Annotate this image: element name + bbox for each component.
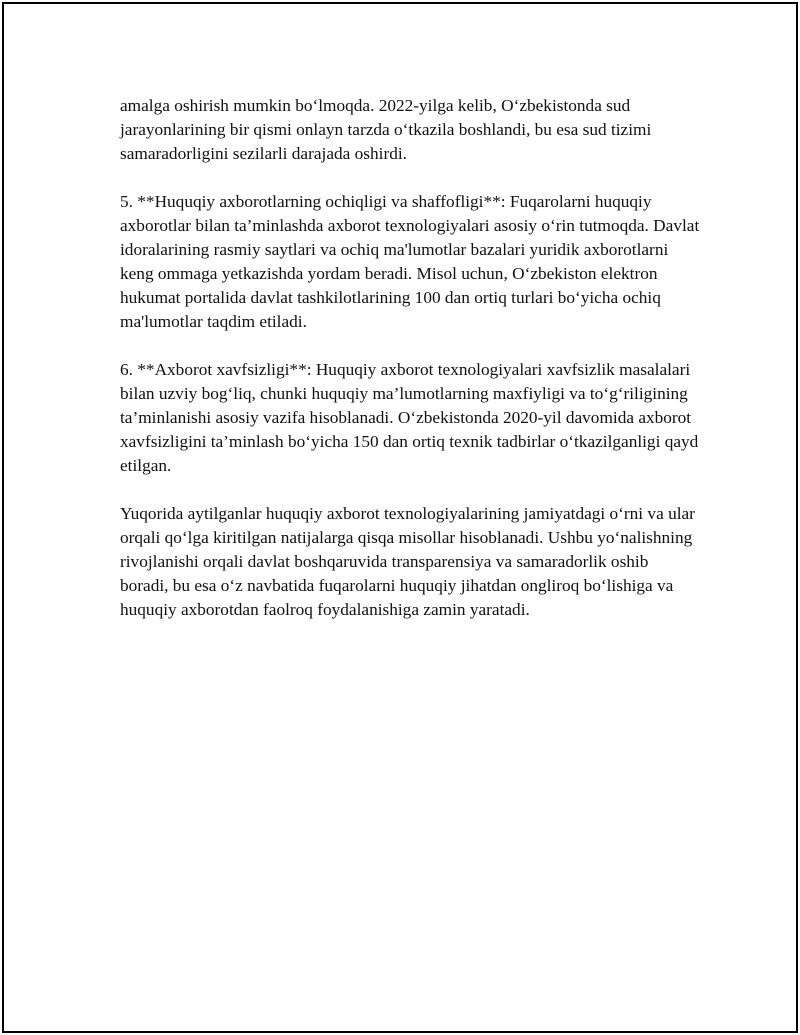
document-body [120, 94, 700, 646]
paragraph-axborot-xavfsizligi: 6. **Axborot xavfsizligi**: Huquqiy axborot texnologiyalari xavfsizlik masalalari bilan uzviy bog‘liq, chunki huquqiy ma’lumotlarning maxfiyligi va to‘g‘riligining ta’minlanishi asosiy vazifa hisoblanadi. O‘zbekistonda 2020-yil davomida axborot xavfsizligini ta’minlash bo‘yicha 150 dan ortiq texnik tadbirlar o‘tkazilganligi qayd etilgan. [120, 360, 699, 475]
document-page [2, 2, 798, 1033]
paragraph-xulosa: Yuqorida aytilganlar huquqiy axborot texnologiyalarining jamiyatdagi o‘rni va ular orqali qo‘lga kiritilgan natijalarga qisqa misollar hisoblanadi. Ushbu yo‘nalishning rivojlanishi orqali davlat boshqaruvida transparensiya va samaradorlik oshib boradi, bu esa o‘z navbatida fuqarolarni huquqiy jihatdan ongliroq bo‘lishiga va huquqiy axborotdan faolroq foydalanishiga zamin yaratadi. [120, 504, 695, 619]
paragraph-sud-jarayonlari: amalga oshirish mumkin bo‘lmoqda. 2022-yilga kelib, O‘zbekistonda sud jarayonlarining bir qismi onlayn tarzda o‘tkazila boshlandi, bu esa sud tizimi samaradorligini sezilarli darajada oshirdi. [120, 96, 652, 163]
paragraph-axborot-ochiqligi: 5. **Huquqiy axborotlarning ochiqligi va shaffofligi**: Fuqarolarni huquqiy axborotlar bilan ta’minlashda axborot texnologiyalari asosiy o‘rin tutmoqda. Davlat idoralarining rasmiy saytlari va ochiq ma'lumotlar bazalari yuridik axborotlarni keng ommaga yetkazishda yordam beradi. Misol uchun, O‘zbekiston elektron hukumat portalida davlat tashkilotlarining 100 dan ortiq turlari bo‘yicha ochiq ma'lumotlar taqdim etiladi. [120, 192, 700, 331]
